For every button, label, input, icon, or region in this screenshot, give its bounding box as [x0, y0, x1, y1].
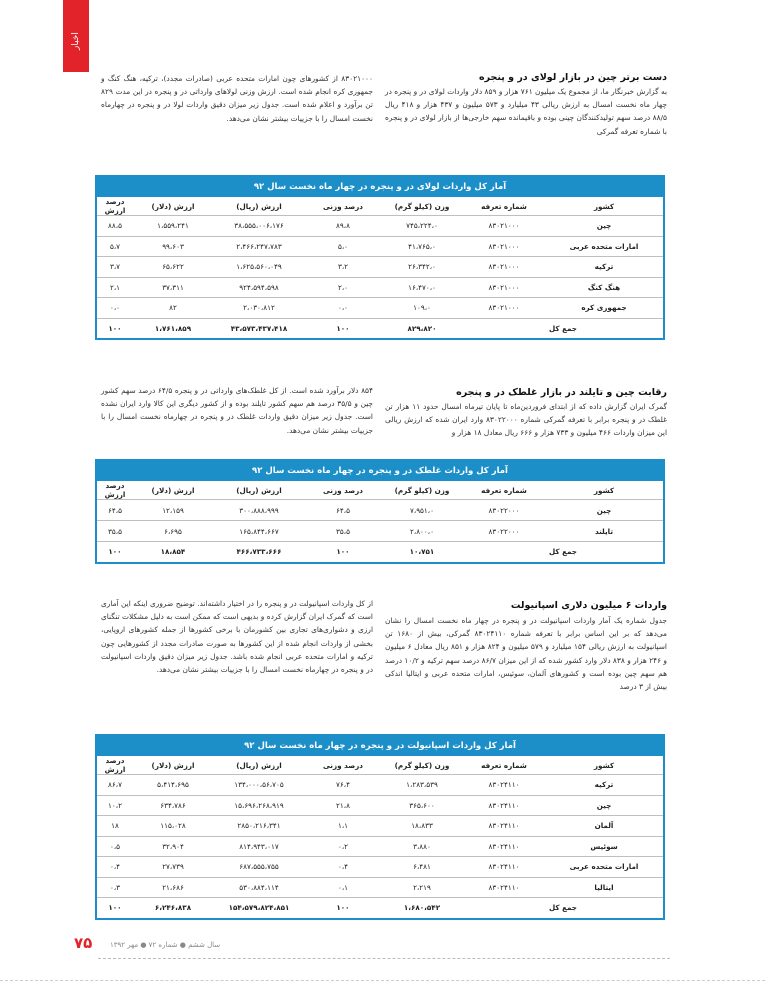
cell-country: ایتالیا: [594, 882, 614, 892]
cell-weight-percent: ۲۱،۸: [336, 800, 350, 810]
cell-weight: ۴۱،۷۶۵،۰: [408, 241, 436, 251]
cell-tariff: ۸۳۰۲۴۱۱۰: [488, 780, 520, 790]
section1-paragraph-right: به گزارش خبرنگار ما، از مجموع یک میلیون ۷۶۱ هزار و ۸۵۹ دلار واردات لولای در و پنجره در چهار ماه نخست امسال به ارزش ریالی ۴۳ میلیارد و ۵۷۳ میلیون و ۴۳۷ هزار و ۴۱۸ ریال ۸۸/۵ درصد سهم تولیدکنندگان چینی بوده و باقیمانده سهم خارجی‌ها از بازار لولای در و پنجره با شماره تعرفه گمرکی: [385, 87, 667, 136]
cell-value-percent: ۳۵،۵: [108, 526, 122, 536]
cell-country: ترکیه: [594, 262, 614, 272]
cell-total-value-percent: ۱۰۰: [108, 547, 122, 557]
header-cell: ارزش (دلار): [151, 201, 195, 211]
cell-weight: ۲۶،۳۴۲،۰: [408, 262, 436, 272]
cell-weight: ۳۶۵،۶۰۰: [409, 800, 435, 810]
header-cell: وزن (کیلو گرم): [394, 485, 450, 495]
cell-total-label: جمع کل: [548, 903, 577, 913]
table-row: [97, 298, 663, 319]
cell-tariff: ۸۳۰۲۱۰۰۰: [488, 221, 520, 231]
cell-value-dollar: ۶،۶۹۵: [164, 526, 182, 536]
cell-weight-percent: ۱،۱: [337, 821, 349, 831]
cell-value-percent: ۸۶،۷: [108, 780, 122, 790]
cell-total-weight-percent: ۱۰۰: [336, 547, 350, 557]
cell-tariff: ۸۳۰۲۲۰۰۰: [488, 526, 520, 536]
cell-country: امارات متحده عربی: [569, 241, 639, 251]
cell-weight-percent: ۰،۰: [337, 303, 349, 313]
cell-value-dollar: ۳۲،۹۰۴: [162, 841, 184, 851]
cell-value-rial: ۲،۰۳۰،۸۱۲: [243, 303, 275, 313]
header-cell: درصد ارزش: [104, 197, 126, 215]
table-row: [97, 795, 663, 816]
table-row: [97, 877, 663, 898]
table-title: آمار کل واردات غلطک در و پنجره در چهار ماه نخست سال ۹۲: [97, 461, 663, 481]
page-number: ۷۵: [74, 934, 93, 952]
cell-total-value-dollar: ۱،۷۶۱،۸۵۹: [154, 323, 192, 333]
header-cell: ارزش (دلار): [151, 760, 195, 770]
table-row: [97, 836, 663, 857]
table-row: [97, 500, 663, 521]
cell-weight-percent: ۲،۰: [337, 282, 349, 292]
page-bottom-divider: [0, 980, 765, 981]
cell-weight-percent: ۰،۱: [337, 882, 349, 892]
cell-country: چین: [596, 800, 612, 810]
header-cell: شماره تعرفه: [481, 760, 527, 770]
cell-value-percent: ۰،۵: [109, 841, 121, 851]
cell-total-value-rial: ۱۵۴،۵۷۹،۸۲۴،۸۵۱: [228, 903, 290, 913]
cell-weight-percent: ۰،۲: [337, 841, 349, 851]
cell-tariff: ۸۳۰۲۴۱۱۰: [488, 882, 520, 892]
cell-country: جمهوری کره: [581, 303, 627, 313]
cell-weight: ۱،۲۸۳،۵۳۹: [406, 780, 438, 790]
cell-value-percent: ۰،۴: [109, 862, 121, 872]
cell-weight: ۱۶،۴۷۰،۰: [408, 282, 436, 292]
table-header-row: [97, 197, 663, 216]
cell-total-label: جمع کل: [548, 323, 577, 333]
cell-tariff: ۸۳۰۲۴۱۱۰: [488, 800, 520, 810]
cell-total-value-dollar: ۶،۲۴۶،۸۳۸: [154, 903, 192, 913]
cell-value-dollar: ۱۲،۱۵۹: [162, 505, 184, 515]
table-grid: [97, 756, 663, 918]
footer-issue-info: سال ششم ● شماره ۷۲ ● مهر ۱۳۹۲: [110, 941, 221, 949]
table-grid: [97, 481, 663, 562]
table-title: آمار کل واردات اسپانیولت در و پنجره در چهار ماه نخست سال ۹۲: [97, 736, 663, 756]
cell-value-percent: ۱۸: [111, 821, 119, 831]
cell-value-percent: ۰،۰: [109, 303, 121, 313]
cell-weight: ۷،۹۵۱،۰: [410, 505, 434, 515]
cell-value-dollar: ۲۷،۷۳۹: [162, 862, 184, 872]
table-header-row: [97, 756, 663, 775]
section1-paragraph-left: ۸۳۰۲۱۰۰۰ از کشورهای چون امارات متحده عربی (صادرات مجدد)، ترکیه، هنگ کنگ و جمهوری کره انجام شده است. ارزش وزنی لولاهای وارداتی در و پنجره در این مدت ۸۲۹ تن برآورد و اعلام شده است. جدول زیر میزان دقیق واردات لولا در و پنجره در چهارماه نخست امسال را با جزییات بیشتر نشان می‌دهد.: [101, 74, 373, 123]
header-cell: ارزش (ریال): [236, 201, 282, 211]
hinge-import-table: [95, 175, 665, 340]
header-cell: درصد ارزش: [104, 481, 126, 499]
espagnolette-import-table: [95, 734, 665, 920]
footer-divider: [98, 958, 670, 959]
cell-value-rial: ۳۸،۵۵۵،۰۰۶،۱۷۶: [234, 221, 284, 231]
cell-value-percent: ۳،۷: [109, 262, 121, 272]
cell-weight: ۱۸،۸۳۳: [411, 821, 433, 831]
cell-country: آلمان: [594, 821, 614, 831]
cell-value-dollar: ۵،۴۱۴،۶۹۵: [157, 780, 189, 790]
cell-tariff: ۸۳۰۲۴۱۱۰: [488, 862, 520, 872]
section-tab-label: اخبار: [71, 32, 81, 50]
cell-weight-percent: ۳،۲: [337, 262, 349, 272]
table-row: [97, 816, 663, 837]
cell-value-rial: ۳۰۰،۸۸۸،۹۹۹: [239, 505, 279, 515]
cell-total-weight: ۸۲۹،۸۲۰: [407, 323, 437, 333]
cell-value-dollar: ۶۵،۶۲۲: [162, 262, 184, 272]
cell-total-value-dollar: ۱۸،۸۵۴: [160, 547, 186, 557]
section3-title: واردات ۶ میلیون دلاری اسپانیولت: [510, 600, 667, 611]
section2-paragraph-right: گمرک ایران گزارش داده که از ابتدای فروردین‌ماه تا پایان تیرماه امسال حدود ۱۱ هزار تن غلطک در و پنجره برابر با تعرفه گمرکی شماره ۸۳۰۲۲۰۰۰ وارد ایران شده که ارزش ریالی این میزان واردات ۴۶۶ میلیون و ۷۳۳ هزار و ۶۶۶ ریال معادل ۱۸ هزار و: [385, 402, 668, 438]
header-cell: درصد ارزش: [104, 756, 126, 774]
cell-value-rial: ۵۳۰،۸۸۴،۱۱۴: [239, 882, 279, 892]
cell-total-weight: ۱،۶۸۰،۵۴۲: [403, 903, 441, 913]
cell-value-percent: ۸۸،۵: [108, 221, 122, 231]
cell-country: چین: [596, 505, 612, 515]
cell-total-weight-percent: ۱۰۰: [336, 323, 350, 333]
cell-value-percent: ۰،۳: [109, 882, 121, 892]
cell-tariff: ۸۳۰۲۲۰۰۰: [488, 505, 520, 515]
cell-total-weight-percent: ۱۰۰: [336, 903, 350, 913]
section-tab: [63, 0, 89, 72]
cell-value-rial: ۶۸۷،۵۵۵،۷۵۵: [239, 862, 279, 872]
section2-paragraph-left: ۸۵۴ دلار برآورد شده است. از کل غلطک‌های وارداتی در و پنجره ۶۴/۵ درصد سهم کشور چین و ۳۵/۵ درصد هم سهم کشور تایلند بوده و از کشور دیگری این کالا وارد ایران نشده است. جدول زیر میزان دقیق واردات غلطک در و پنجره در چهارماه نخست امسال را با جزییات بیشتر نشان می‌دهد.: [101, 386, 373, 435]
cell-country: هنگ کنگ: [587, 282, 621, 292]
cell-tariff: ۸۳۰۲۱۰۰۰: [488, 262, 520, 272]
cell-weight: ۱۰۹،۰: [413, 303, 431, 313]
header-cell: درصد وزنی: [322, 760, 363, 770]
cell-value-rial: ۹۲۴،۵۹۴،۵۹۸: [239, 282, 279, 292]
cell-value-rial: ۱۳۴،۰۰۰،۵۶،۷۰۵: [234, 780, 284, 790]
cell-weight-percent: ۶۴،۵: [336, 505, 350, 515]
header-cell: کشور: [593, 201, 615, 211]
cell-weight-percent: ۸۹،۸: [336, 221, 350, 231]
cell-tariff: ۸۳۰۲۱۰۰۰: [488, 303, 520, 313]
header-cell: درصد وزنی: [322, 201, 363, 211]
cell-tariff: ۸۳۰۲۴۱۱۰: [488, 821, 520, 831]
cell-value-rial: ۲۸۵۰،۲۱۶،۳۴۱: [237, 821, 281, 831]
header-cell: کشور: [593, 760, 615, 770]
table-header-row: [97, 481, 663, 500]
cell-total-label: جمع کل: [548, 547, 577, 557]
cell-total-weight: ۱۰،۷۵۱: [409, 547, 435, 557]
cell-weight-percent: ۵،۰: [337, 241, 349, 251]
header-cell: ارزش (ریال): [236, 485, 282, 495]
table-title: آمار کل واردات لولای در و پنجره در چهار ماه نخست سال ۹۲: [97, 177, 663, 197]
cell-weight: ۲،۸۰۰،۰: [410, 526, 434, 536]
table-total-row: [97, 542, 663, 562]
cell-country: تایلند: [594, 526, 614, 536]
header-cell: وزن (کیلو گرم): [394, 201, 450, 211]
table-row: [97, 236, 663, 257]
cell-weight: ۳،۸۸۰: [413, 841, 431, 851]
cell-total-value-percent: ۱۰۰: [108, 323, 122, 333]
cell-tariff: ۸۳۰۲۴۱۱۰: [488, 841, 520, 851]
cell-value-dollar: ۸۲: [169, 303, 177, 313]
cell-weight: ۶،۴۸۱: [413, 862, 431, 872]
cell-value-rial: ۸۱۴،۹۴۳،۰۱۷: [239, 841, 279, 851]
cell-value-dollar: ۶۳۴،۷۸۶: [160, 800, 186, 810]
cell-value-rial: ۱۶۵،۸۴۴،۶۶۷: [239, 526, 279, 536]
header-cell: کشور: [593, 485, 615, 495]
header-cell: درصد وزنی: [322, 485, 363, 495]
table-total-row: [97, 898, 663, 918]
cell-weight: ۷۴۵،۲۲۴،۰: [406, 221, 438, 231]
header-cell: ارزش (ریال): [236, 760, 282, 770]
cell-value-percent: ۲،۱: [109, 282, 121, 292]
cell-country: چین: [596, 221, 612, 231]
cell-total-value-rial: ۴۳،۵۷۳،۴۳۷،۴۱۸: [230, 323, 288, 333]
cell-tariff: ۸۳۰۲۱۰۰۰: [488, 282, 520, 292]
table-row: [97, 277, 663, 298]
cell-country: سوئیس: [590, 841, 618, 851]
header-cell: ارزش (دلار): [151, 485, 195, 495]
table-row: [97, 857, 663, 878]
section3-paragraph-right: جدول شماره یک آمار واردات اسپانیولت در و پنجره در چهار ماه نخست امسال را نشان می‌دهد که بر این اساس برابر با تعرفه شماره ۸۳۰۲۴۱۱۰ گمرکی، بیش از ۱۶۸۰ تن اسپانیولت به ارزش ریالی ۱۵۴ میلیارد و ۵۷۹ میلیون و ۸۲۴ هزار و ۸۵۱ ریال معادل ۶ میلیون و ۲۴۶ هزار و ۸۳۸ دلار وارد کشور شده که از این میزان ۸۶/۷ درصد سهم ترکیه و ۱۰/۲ درصد هم سهم چین بوده است و کشورهای آلمان، سوئیس، امارات متحده عربی و ایتالیا اندکی بیش از ۳ درصد: [385, 616, 667, 692]
cell-value-percent: ۵،۷: [109, 241, 121, 251]
cell-weight-percent: ۳۵،۵: [336, 526, 350, 536]
cell-weight: ۲،۲۱۹: [413, 882, 431, 892]
header-cell: شماره تعرفه: [481, 201, 527, 211]
section2-title: رقابت چین و تایلند در بازار غلطک در و پنجره: [456, 387, 667, 398]
cell-value-dollar: ۳۷،۳۱۱: [162, 282, 184, 292]
roller-import-table: [95, 459, 665, 564]
section3-paragraph-left: از کل واردات اسپانیولت در و پنجره را در اختیار داشته‌اند. توضیح ضروری اینکه این آماری است که گمرک ایران گزارش کرده و بدیهی است که ممکن است به دلیل مشکلات تنگنای ارزی و دشواری‌های تجاری بین کشورمان با برخی کشورها از جمله کشورهای اروپایی، بخشی از واردات انجام شده از این کشورها به صورت صادرات مجدد از کشورهایی چون ترکیه و امارات متحده عربی انجام شده باشد. جدول زیر میزان دقیق واردات اسپانیولت در و پنجره در چهارماه نخست امسال را با جزییات بیشتر نشان می‌دهد.: [101, 599, 373, 675]
table-grid: [97, 197, 663, 338]
section1-title: دست برتر چین در بازار لولای در و پنجره: [479, 72, 667, 83]
cell-country: امارات متحده عربی: [569, 862, 639, 872]
cell-value-dollar: ۱،۵۵۹،۲۴۱: [157, 221, 189, 231]
cell-value-dollar: ۱۱۵،۰۲۸: [160, 821, 186, 831]
cell-country: ترکیه: [594, 780, 614, 790]
table-row: [97, 216, 663, 237]
header-cell: شماره تعرفه: [481, 485, 527, 495]
cell-value-dollar: ۹۹،۶۰۳: [162, 241, 184, 251]
cell-value-rial: ۱۵،۶۹۶،۲۶۸،۹۱۹: [234, 800, 284, 810]
table-row: [97, 521, 663, 542]
table-row: [97, 775, 663, 796]
cell-value-percent: ۱۰،۲: [108, 800, 122, 810]
cell-weight-percent: ۷۶،۴: [336, 780, 350, 790]
cell-weight-percent: ۰،۴: [337, 862, 349, 872]
table-total-row: [97, 318, 663, 338]
cell-value-percent: ۶۴،۵: [108, 505, 122, 515]
header-cell: وزن (کیلو گرم): [394, 760, 450, 770]
cell-value-rial: ۲،۴۶۶،۲۴۷،۷۸۳: [236, 241, 282, 251]
cell-value-dollar: ۲۱،۶۸۶: [162, 882, 184, 892]
cell-total-value-rial: ۴۶۶،۷۳۳،۶۶۶: [236, 547, 282, 557]
cell-tariff: ۸۳۰۲۱۰۰۰: [488, 241, 520, 251]
table-row: [97, 257, 663, 278]
cell-value-rial: ۱،۶۲۵،۵۶۰،۰۴۹: [236, 262, 282, 272]
cell-total-value-percent: ۱۰۰: [108, 903, 122, 913]
